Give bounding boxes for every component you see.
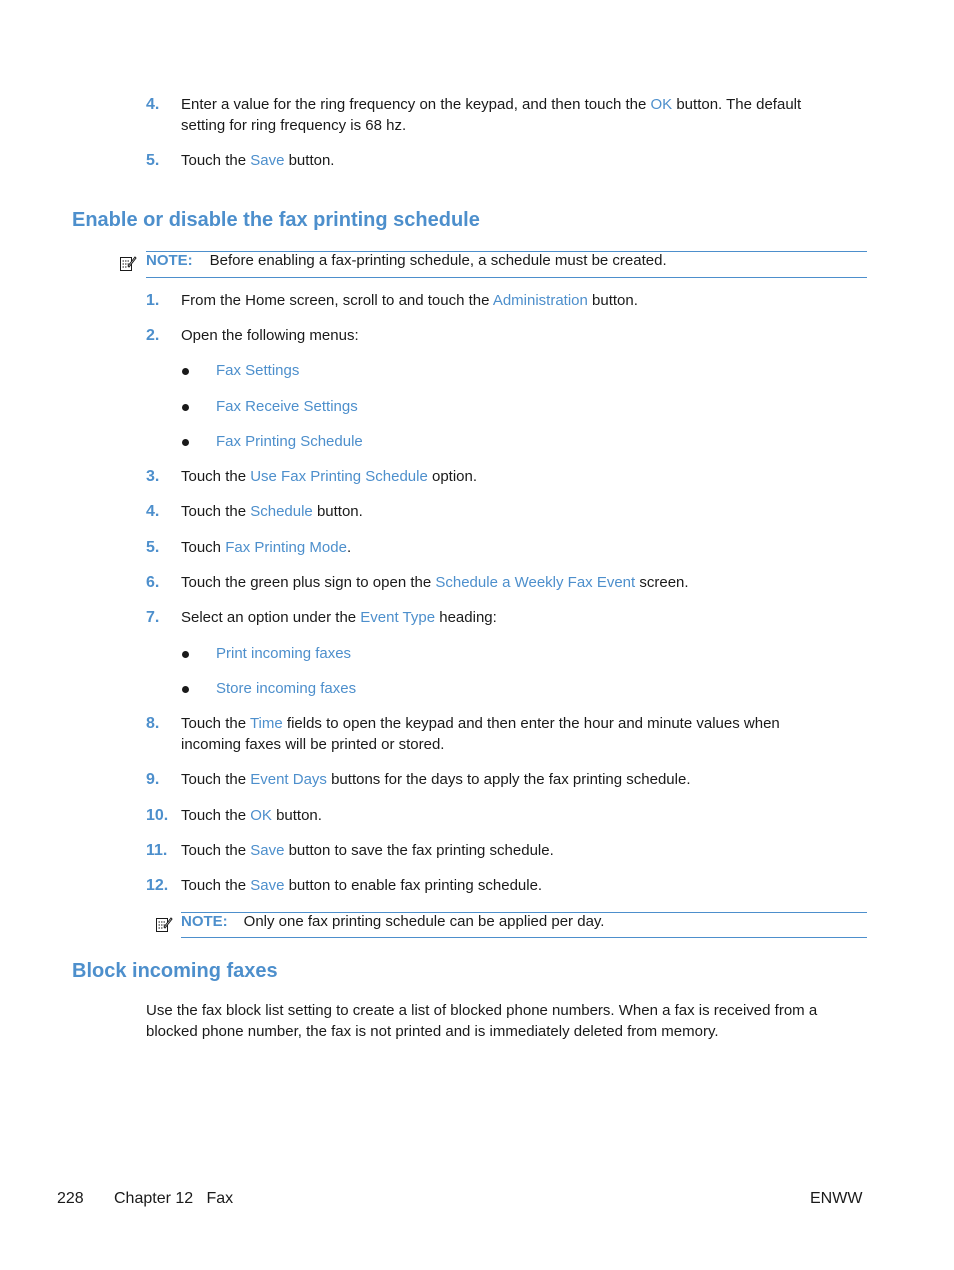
step-text [181, 875, 542, 896]
ui-term: Save [250, 877, 285, 894]
step-text [181, 840, 554, 861]
text-segment: Touch the [181, 877, 251, 894]
text-segment: Touch the [181, 152, 251, 169]
text-segment: Touch the green plus sign to open the [181, 574, 436, 591]
bullet [182, 368, 189, 375]
step-number: 1. [146, 292, 160, 309]
event-type-option: Print incoming faxes [216, 645, 352, 662]
step-text [181, 94, 801, 115]
step-text [181, 150, 334, 171]
footer-right-label: ENWW [810, 1190, 863, 1207]
note-text: Only one fax printing schedule can be applied per day. [243, 913, 605, 930]
ui-term: Save [250, 152, 285, 169]
step-number: 4. [146, 503, 160, 520]
ui-term: OK [650, 96, 673, 113]
note-line [146, 250, 667, 271]
text-segment: Touch the [181, 771, 251, 788]
step-text-continued: incoming faxes will be printed or stored. [181, 736, 445, 753]
step-text-continued: setting for ring frequency is 68 hz. [181, 117, 407, 134]
step-text [181, 572, 689, 593]
note-rule-bottom [146, 277, 867, 278]
text-segment: button. [312, 503, 363, 520]
step-text [181, 805, 322, 826]
text-segment: Touch the [181, 503, 251, 520]
menu-item: Fax Receive Settings [216, 398, 358, 415]
note-label: NOTE: [181, 913, 228, 930]
step-text [181, 713, 780, 734]
text-segment: button to save the fax printing schedule. [284, 842, 554, 859]
text-segment: heading: [435, 609, 497, 626]
text-segment: Touch [181, 539, 226, 556]
ui-term: Event Type [360, 609, 436, 626]
text-segment: button. [271, 807, 322, 824]
text-segment: buttons for the days to apply the fax printing schedule. [326, 771, 691, 788]
step-number: 3. [146, 468, 160, 485]
note-line [181, 911, 604, 932]
ui-term: Schedule a Weekly Fax Event [435, 574, 636, 591]
ui-term: Event Days [250, 771, 327, 788]
page-number: 228 [57, 1190, 84, 1207]
text-segment: From the Home screen, scroll to and touch the [181, 292, 493, 309]
note-label: NOTE: [146, 252, 193, 269]
ui-term: Use Fax Printing Schedule [250, 468, 428, 485]
text-segment: button. [284, 152, 335, 169]
bullet [182, 404, 189, 411]
text-segment: Touch the [181, 842, 251, 859]
text-segment: screen. [635, 574, 689, 591]
note-pencil-icon [155, 915, 173, 933]
bullet [182, 439, 189, 446]
text-segment: Select an option under the [181, 609, 361, 626]
paragraph-line: blocked phone number, the fax is not printed and is immediately deleted from memory. [146, 1023, 719, 1040]
section-heading: Enable or disable the fax printing schedule [72, 209, 480, 231]
ui-term: Fax Printing Mode [225, 539, 347, 556]
text-segment: button. [587, 292, 638, 309]
text-segment: Enter a value for the ring frequency on the keypad, and then touch the [181, 96, 651, 113]
chapter-label: Chapter 12 Fax [114, 1190, 234, 1207]
text-segment: button to enable fax printing schedule. [284, 877, 543, 894]
step-number: 5. [146, 539, 160, 556]
note-pencil-icon [119, 254, 137, 272]
text-segment: fields to open the keypad and then enter the hour and minute values when [282, 715, 780, 732]
menu-item: Fax Printing Schedule [216, 433, 363, 450]
text-segment: Touch the [181, 468, 251, 485]
text-segment: button. The default [672, 96, 802, 113]
note-text: Before enabling a fax-printing schedule, a schedule must be created. [209, 252, 667, 269]
text-segment: Touch the [181, 715, 250, 732]
step-text [181, 290, 638, 311]
step-text [181, 466, 477, 487]
ui-term: Schedule [250, 503, 313, 520]
text-segment: Touch the [181, 807, 251, 824]
section-heading: Block incoming faxes [72, 960, 278, 982]
step-text [181, 501, 363, 522]
step-number: 11. [146, 842, 168, 859]
step-number: 10. [146, 807, 169, 824]
step-text: Open the following menus: [181, 327, 359, 344]
step-number: 9. [146, 771, 160, 788]
bullet [182, 686, 189, 693]
text-segment: . [346, 539, 352, 556]
menu-item: Fax Settings [216, 362, 300, 379]
step-number: 6. [146, 574, 160, 591]
note-rule-bottom [181, 937, 867, 938]
bullet [182, 651, 189, 658]
text-segment: option. [427, 468, 478, 485]
step-text [181, 607, 497, 628]
step-text [181, 537, 351, 558]
paragraph-line: Use the fax block list setting to create a list of blocked phone numbers. When a fax is received from a [146, 1002, 818, 1019]
ui-term: Administration [492, 292, 588, 309]
step-text [181, 769, 690, 790]
event-type-option: Store incoming faxes [216, 680, 357, 697]
step-number: 12. [146, 877, 169, 894]
ui-term: Save [250, 842, 285, 859]
step-number: 7. [146, 609, 160, 626]
step-number: 2. [146, 327, 160, 344]
step-number: 4. [146, 96, 160, 113]
step-number: 8. [146, 715, 160, 732]
step-number: 5. [146, 152, 160, 169]
ui-term: Time [249, 715, 283, 732]
ui-term: OK [250, 807, 272, 824]
